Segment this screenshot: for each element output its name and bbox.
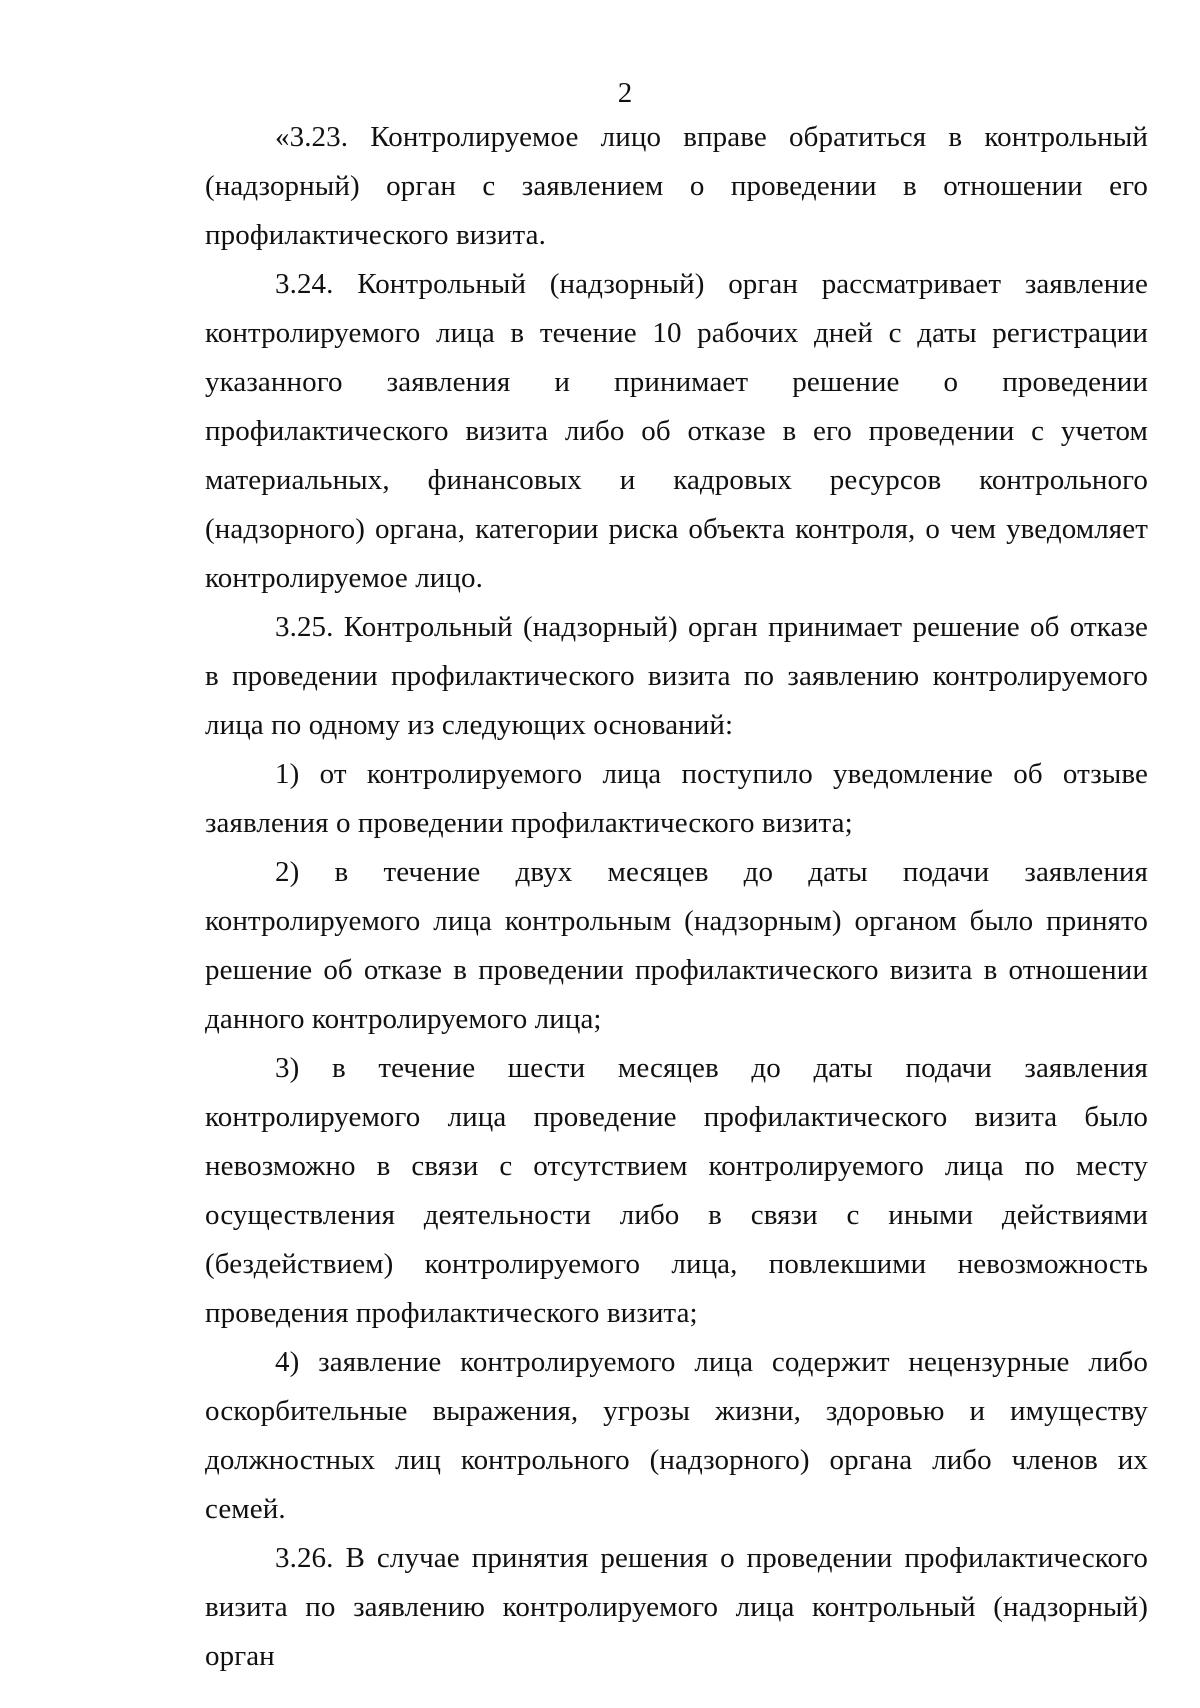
list-item-3: 3) в течение шести месяцев до даты подачи заявления контролируемого лица проведение профилактического визита было невозможно в связи с отсутствием контролируемого лица по месту осуществления деятельности либо в связи с иными действиями (бездействием) контролируемого лица, повлекшими невозможность проведения профилактического визита; xyxy=(205,1052,1148,1329)
paragraph-3-25: 3.25. Контрольный (надзорный) орган принимает решение об отказе в проведении профилактического визита по заявлению контролируемого лица по одному из следующих оснований: xyxy=(205,611,1148,741)
list-item-1: 1) от контролируемого лица поступило уведомление об отзыве заявления о проведении профилактического визита; xyxy=(205,758,1148,839)
paragraph-3-23: «3.23. Контролируемое лицо вправе обратиться в контрольный (надзорный) орган с заявлением о проведении в отношении его профилактического визита. xyxy=(205,121,1148,251)
list-item-4: 4) заявление контролируемого лица содержит нецензурные либо оскорбительные выражения, угрозы жизни, здоровью и имуществу должностных лиц контрольного (надзорного) органа либо членов их семей. xyxy=(205,1346,1148,1525)
paragraph-3-26: 3.26. В случае принятия решения о проведении профилактического визита по заявлению контролируемого лица контрольный (надзорный) орган xyxy=(205,1542,1148,1672)
paragraph-3-24: 3.24. Контрольный (надзорный) орган рассматривает заявление контролируемого лица в течение 10 рабочих дней с даты регистрации указанного заявления и принимает решение о проведении профилактического визита либо об отказе в его проведении с учетом материальных, финансовых и кадровых ресурсов контрольного (надзорного) органа, категории риска объекта контроля, о чем уведомляет контролируемое лицо. xyxy=(205,268,1148,594)
document-body xyxy=(205,113,1148,1681)
page-number: 2 xyxy=(617,77,633,109)
list-item-2: 2) в течение двух месяцев до даты подачи заявления контролируемого лица контрольным (надзорным) органом было принято решение об отказе в проведении профилактического визита в отношении данного контролируемого лица; xyxy=(205,856,1148,1035)
